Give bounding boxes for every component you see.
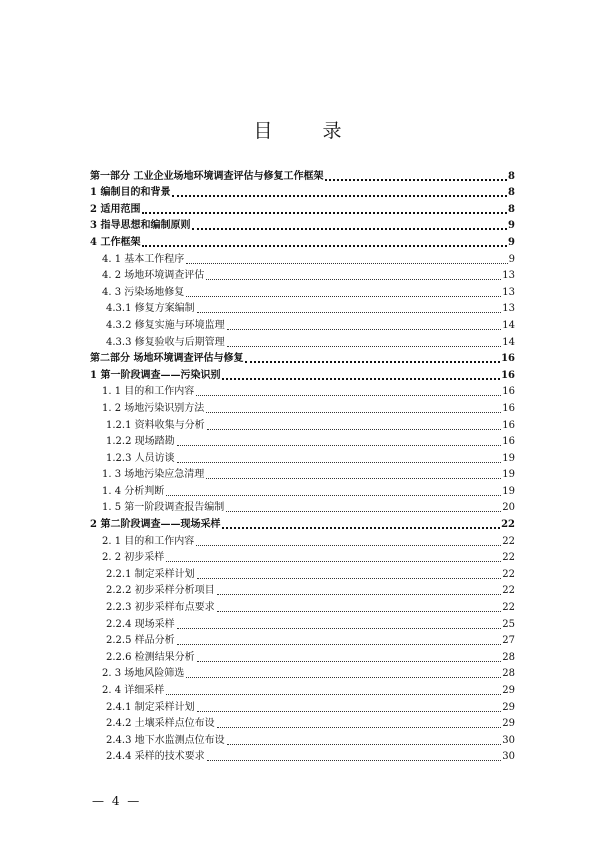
toc-entry-page: 16 xyxy=(502,419,515,431)
toc-dot-leader xyxy=(186,677,501,678)
toc-entry-page: 30 xyxy=(502,734,515,746)
toc-entry[interactable] xyxy=(90,249,515,266)
toc-entry[interactable] xyxy=(90,548,515,565)
toc-entry-page: 27 xyxy=(502,635,515,647)
toc-dot-leader xyxy=(227,346,502,347)
toc-dot-leader xyxy=(227,329,502,330)
toc-entry[interactable] xyxy=(90,332,515,349)
toc-entry-page: 28 xyxy=(502,668,515,680)
toc-entry[interactable] xyxy=(90,465,515,482)
toc-entry-page: 16 xyxy=(502,402,515,414)
toc-entry-label: 1 第一阶段调查——污染识别 xyxy=(90,369,221,381)
toc-entry-label: 1 编制目的和背景 xyxy=(90,187,171,199)
toc-dot-leader xyxy=(192,228,507,230)
toc-dot-leader xyxy=(206,412,501,413)
toc-entry-page: 9 xyxy=(508,253,515,265)
toc-entry-label: 3 指导思想和编制原则 xyxy=(90,220,191,232)
toc-entry-label: 2.2.6 检测结果分析 xyxy=(106,651,195,663)
toc-entry-page: 9 xyxy=(508,220,515,232)
toc-entry[interactable] xyxy=(90,647,515,664)
toc-entry-label: 2 第二阶段调查——现场采样 xyxy=(90,519,221,531)
toc-entry-label: 2.4.2 土壤采样点位布设 xyxy=(106,718,215,730)
toc-entry-page: 16 xyxy=(501,353,515,365)
toc-dot-leader xyxy=(222,527,500,529)
toc-entry-label: 1.2.3 人员访谈 xyxy=(106,452,175,464)
toc-entry-page: 9 xyxy=(508,236,515,248)
toc-entry-page: 22 xyxy=(502,602,515,614)
toc-entry-page: 8 xyxy=(508,170,515,182)
toc-entry[interactable] xyxy=(90,398,515,415)
table-of-contents xyxy=(90,166,515,763)
toc-dot-leader xyxy=(206,478,501,479)
toc-entry-page: 14 xyxy=(502,319,515,331)
toc-dot-leader xyxy=(186,263,507,264)
toc-entry[interactable] xyxy=(90,481,515,498)
toc-entry-label: 第二部分 场地环境调查评估与修复 xyxy=(90,353,244,365)
toc-entry[interactable] xyxy=(90,349,515,366)
toc-entry-label: 2.4.4 采样的技术要求 xyxy=(106,751,205,763)
toc-dot-leader xyxy=(177,445,502,446)
toc-dot-leader xyxy=(177,644,502,645)
toc-entry-page: 13 xyxy=(502,303,515,315)
toc-entry-page: 30 xyxy=(502,751,515,763)
toc-entry-label: 2.4.3 地下水监测点位布设 xyxy=(106,734,225,746)
toc-entry[interactable] xyxy=(90,498,515,515)
toc-entry-label: 4. 1 基本工作程序 xyxy=(102,253,185,265)
toc-entry-label: 2. 1 目的和工作内容 xyxy=(102,535,195,547)
toc-entry[interactable] xyxy=(90,597,515,614)
toc-entry-page: 8 xyxy=(508,187,515,199)
toc-dot-leader xyxy=(217,611,502,612)
toc-dot-leader xyxy=(166,495,501,496)
toc-dot-leader xyxy=(196,395,501,396)
toc-entry[interactable] xyxy=(90,697,515,714)
toc-entry-page: 22 xyxy=(502,568,515,580)
toc-entry[interactable] xyxy=(90,714,515,731)
toc-entry[interactable] xyxy=(90,680,515,697)
toc-entry-page: 29 xyxy=(502,701,515,713)
toc-entry-label: 2.2.3 初步采样布点要求 xyxy=(106,602,215,614)
page-number-footer: — 4 — xyxy=(92,794,142,808)
toc-entry-page: 29 xyxy=(502,685,515,696)
toc-entry-page: 8 xyxy=(508,203,515,215)
toc-entry-label: 2.2.4 现场采样 xyxy=(106,618,175,630)
toc-dot-leader xyxy=(142,212,507,214)
toc-entry[interactable] xyxy=(90,581,515,598)
toc-entry[interactable] xyxy=(90,514,515,531)
toc-entry-label: 4. 2 场地环境调查评估 xyxy=(102,270,205,282)
toc-entry[interactable] xyxy=(90,266,515,283)
toc-entry-label: 2.4.1 制定采样计划 xyxy=(106,701,195,713)
toc-dot-leader xyxy=(227,744,502,745)
toc-dot-leader xyxy=(166,694,501,695)
toc-entry[interactable] xyxy=(90,299,515,316)
toc-dot-leader xyxy=(207,429,502,430)
toc-entry[interactable] xyxy=(90,315,515,332)
toc-entry[interactable] xyxy=(90,631,515,648)
toc-entry-label: 1. 2 场地污染识别方法 xyxy=(102,402,205,414)
toc-entry-label: 第一部分 工业企业场地环境调查评估与修复工作框架 xyxy=(90,170,324,182)
toc-entry-label: 2.2.1 制定采样计划 xyxy=(106,568,195,580)
toc-entry-label: 4. 3 污染场地修复 xyxy=(102,286,185,298)
toc-entry-label: 2. 3 场地风险筛选 xyxy=(102,668,185,680)
toc-dot-leader xyxy=(197,312,502,313)
page-title: 目 录 xyxy=(253,120,364,142)
toc-dot-leader xyxy=(217,727,502,728)
toc-entry-page: 16 xyxy=(502,386,515,398)
toc-entry-page: 19 xyxy=(502,469,515,481)
toc-entry-page: 20 xyxy=(502,502,515,514)
toc-entry-page: 22 xyxy=(502,552,515,564)
toc-entry[interactable] xyxy=(90,282,515,299)
toc-entry-label: 1.2.1 资料收集与分析 xyxy=(106,419,205,431)
toc-entry[interactable] xyxy=(90,448,515,465)
toc-entry[interactable] xyxy=(90,664,515,681)
toc-entry-label: 2.2.5 样品分析 xyxy=(106,635,175,647)
toc-entry[interactable] xyxy=(90,432,515,449)
toc-entry-page: 13 xyxy=(502,286,515,298)
toc-entry[interactable] xyxy=(90,382,515,399)
toc-dot-leader xyxy=(222,378,500,380)
toc-dot-leader xyxy=(325,179,507,181)
toc-entry-page: 22 xyxy=(501,519,515,531)
toc-dot-leader xyxy=(177,462,502,463)
toc-entry-page: 19 xyxy=(502,452,515,464)
toc-entry[interactable] xyxy=(90,730,515,747)
toc-entry-label: 2.2.2 初步采样分析项目 xyxy=(106,585,215,597)
toc-entry-page: 28 xyxy=(502,651,515,663)
toc-dot-leader xyxy=(142,245,507,247)
toc-entry-page: 25 xyxy=(502,618,515,630)
toc-dot-leader xyxy=(197,711,502,712)
toc-entry[interactable] xyxy=(90,531,515,548)
toc-entry-label: 4.3.1 修复方案编制 xyxy=(106,303,195,315)
toc-entry-label: 2. 4 详细采样 xyxy=(102,685,165,696)
toc-entry[interactable] xyxy=(90,216,515,233)
toc-entry-page: 16 xyxy=(501,369,515,381)
toc-entry-page: 14 xyxy=(502,336,515,348)
toc-entry[interactable] xyxy=(90,232,515,249)
toc-dot-leader xyxy=(186,296,501,297)
toc-entry[interactable] xyxy=(90,415,515,432)
toc-entry-label: 4.3.3 修复验收与后期管理 xyxy=(106,336,225,348)
toc-dot-leader xyxy=(196,545,501,546)
toc-entry[interactable] xyxy=(90,614,515,631)
toc-entry-label: 1. 5 第一阶段调查报告编制 xyxy=(102,502,225,514)
toc-dot-leader xyxy=(172,195,507,197)
toc-entry-page: 29 xyxy=(502,718,515,730)
toc-dot-leader xyxy=(177,628,502,629)
toc-entry-page: 22 xyxy=(502,585,515,597)
toc-dot-leader xyxy=(226,511,501,512)
toc-dot-leader xyxy=(197,661,502,662)
toc-dot-leader xyxy=(245,361,500,363)
toc-entry[interactable] xyxy=(90,166,515,183)
toc-entry-page: 19 xyxy=(502,485,515,497)
toc-dot-leader xyxy=(197,578,502,579)
toc-entry[interactable] xyxy=(90,199,515,216)
toc-entry[interactable] xyxy=(90,183,515,200)
toc-entry-page: 22 xyxy=(502,535,515,547)
toc-dot-leader xyxy=(207,760,502,761)
toc-dot-leader xyxy=(206,279,501,280)
toc-entry[interactable] xyxy=(90,747,515,764)
toc-entry-label: 4 工作框架 xyxy=(90,236,141,248)
toc-entry-label: 1. 4 分析判断 xyxy=(102,485,165,497)
toc-entry-label: 4.3.2 修复实施与环境监理 xyxy=(106,319,225,331)
toc-entry-page: 16 xyxy=(502,436,515,448)
toc-entry-label: 2 适用范围 xyxy=(90,203,141,215)
toc-entry-label: 2. 2 初步采样 xyxy=(102,552,165,564)
toc-entry-page: 13 xyxy=(502,270,515,282)
toc-entry-label: 1. 3 场地污染应急清理 xyxy=(102,469,205,481)
toc-entry-label: 1. 1 目的和工作内容 xyxy=(102,386,195,398)
toc-entry[interactable] xyxy=(90,564,515,581)
toc-entry-label: 1.2.2 现场踏勘 xyxy=(106,436,175,448)
toc-dot-leader xyxy=(217,594,502,595)
toc-dot-leader xyxy=(166,561,501,562)
toc-entry[interactable] xyxy=(90,365,515,382)
